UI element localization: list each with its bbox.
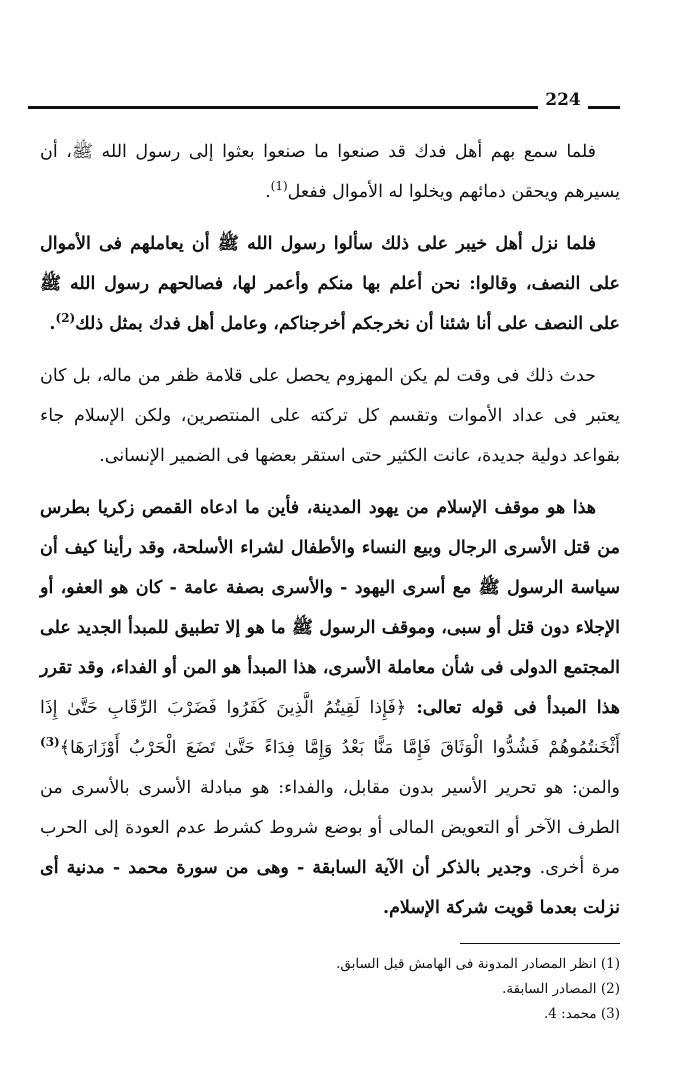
paragraph-end: . bbox=[49, 314, 56, 334]
footnote-1: (1) انظر المصادر المدونة فى الهامش قبل السابق. bbox=[336, 956, 620, 972]
paragraph-text: فلما نزل أهل خيبر على ذلك سألوا رسول الله ﷺ أن يعاملهم فى الأموال على النصف، وقالوا: نحن أعلم بها منكم وأعمر لها، فصالحهم رسول الله ﷺ على النصف على أنا شئنا أن نخرجكم أخرجناكم، وعامل أهل فدك بمثل ذلك bbox=[40, 234, 620, 334]
header-rule-short bbox=[588, 106, 620, 109]
footnote-ref: (2) bbox=[55, 311, 76, 326]
paragraph-khaybar bbox=[40, 224, 620, 344]
footnotes bbox=[200, 952, 620, 1027]
page-body bbox=[40, 132, 620, 940]
paragraph-text: فلما سمع بهم أهل فدك قد صنعوا ما صنعوا بعثوا إلى رسول الله ﷺ، أن يسيرهم ويحقن دمائهم ويخلوا له الأموال ففعل bbox=[40, 142, 620, 202]
header-rule bbox=[28, 106, 538, 109]
footnote-ref: (1) bbox=[270, 179, 288, 194]
footnote-ref: (3) bbox=[40, 735, 60, 750]
page-number: 224 bbox=[545, 90, 581, 110]
quran-verse: ﴿فَإِذا لَقِيتُمُ الَّذِينَ كَفَرُوا فَضَرْبَ الرِّقَابِ حَتَّىٰ إِذَا أَثْخَنتُمُوهُمْ فَشُدُّوا الْوَثَاقَ فَإِمَّا مَنًّا بَعْدُ وَإِمَّا فِدَاءً حَتَّىٰ تَضَعَ الْحَرْبُ أَوْزَارَهَا﴾ bbox=[40, 698, 620, 758]
footnote-2: (2) المصادر السابقة. bbox=[502, 981, 620, 997]
footnote-3: (3) محمد: 4. bbox=[544, 1006, 620, 1022]
paragraph-context bbox=[40, 356, 620, 476]
paragraph-prisoners bbox=[40, 488, 620, 928]
footnote-rule bbox=[460, 943, 620, 944]
paragraph-end: . bbox=[265, 182, 271, 202]
definition-text: والمن: هو تحرير الأسير بدون مقابل، والفداء: هو مبادلة الأسرى بالأسرى من الطرف الآخر أو التعويض المالى أو بوضع شروط كشرط عدم العودة إلى الحرب مرة أخرى. bbox=[40, 778, 620, 878]
closing-text: وجدير بالذكر أن الآية السابقة - وهى من سورة محمد - مدنية أى نزلت بعدما قويت شركة الإسلام. bbox=[40, 858, 620, 918]
paragraph-text: هذا هو موقف الإسلام من يهود المدينة، فأين ما ادعاه القمص زكريا بطرس من قتل الأسرى الرجال وبيع النساء والأطفال لشراء الأسلحة، وقد رأينا كيف أن سياسة الرسول ﷺ مع أسرى اليهود - والأسرى بصفة عامة - كان هو العفو، أو الإجلاء دون قتل أو سبى، وموقف الرسول ﷺ ما هو إلا تطبيق للمبدأ الجديد على المجتمع الدولى فى شأن معاملة الأسرى، هذا المبدأ هو المن أو الفداء، وقد تقرر هذا المبدأ فى قوله تعالى: bbox=[40, 498, 621, 718]
paragraph-fadak bbox=[40, 132, 620, 212]
paragraph-text: حدث ذلك فى وقت لم يكن المهزوم يحصل على قلامة ظفر من ماله، بل كان يعتبر فى عداد الأموات وتقسم كل تركته على المنتصرين، ولكن الإسلام جاء بقواعد دولية جديدة، عانت الكثير حتى استقر بعضها فى الضمير الإنسانى. bbox=[40, 366, 620, 466]
